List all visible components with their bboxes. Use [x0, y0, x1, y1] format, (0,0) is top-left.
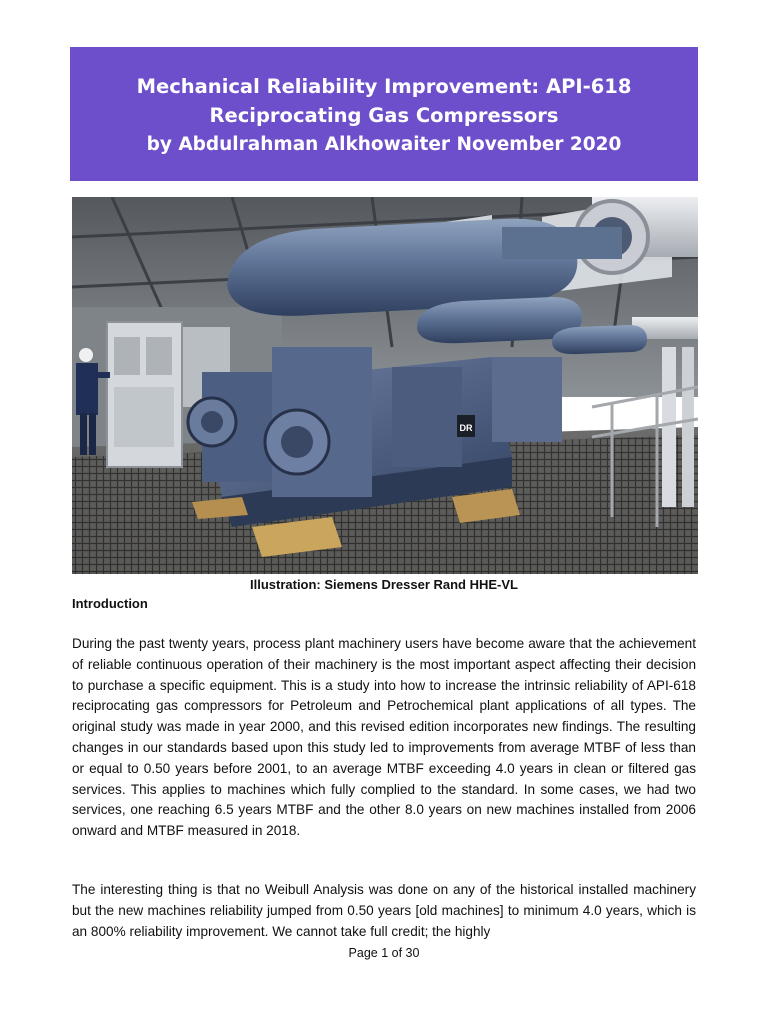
page-number: Page 1 of 30: [348, 946, 420, 960]
intro-paragraph-2: The interesting thing is that no Weibull Analysis was done on any of the historical installed machinery but the new machines reliability jumped from 0.50 years [old machines] to minimum 4.0 years, which is an 800% reliability improvement. We cannot take full credit; the highly: [72, 882, 696, 939]
section-heading-introduction: Introduction: [72, 596, 148, 611]
figure-caption: Illustration: Siemens Dresser Rand HHE-VL: [249, 577, 518, 592]
intro-paragraph-1: During the past twenty years, process plant machinery users have become aware that the achievement of reliable continuous operation of their machinery is the most important aspect affecting their decision to purchase a specific equipment. This is a study into how to increase the intrinsic reliability of API-618 reciprocating gas compressors for Petroleum and Petrochemical plant applications of all types. The original study was made in year 2000, and this revised edition incorporates new findings. The resulting changes in our standards based upon this study led to improvements from average MTBF of less than or equal to 0.50 years before 2001, to an average MTBF exceeding 4.0 years in clean or filtered gas services. This applies to machines which fully complied to the standard. In some cases, we had two services, one reaching 6.5 years MTBF and the other 8.0 years on new machines installed from 2006 onward and MTBF measured in 2018.: [72, 636, 696, 839]
document-title-line-2: Reciprocating Gas Compressors: [209, 104, 559, 127]
title-banner: [70, 47, 698, 181]
machine-brand-label: DR: [459, 423, 473, 433]
compressor-photo: [72, 197, 698, 574]
author-byline: by Abdulrahman Alkhowaiter November 2020: [146, 134, 622, 155]
document-title-line-1: Mechanical Reliability Improvement: API-618: [136, 75, 632, 98]
